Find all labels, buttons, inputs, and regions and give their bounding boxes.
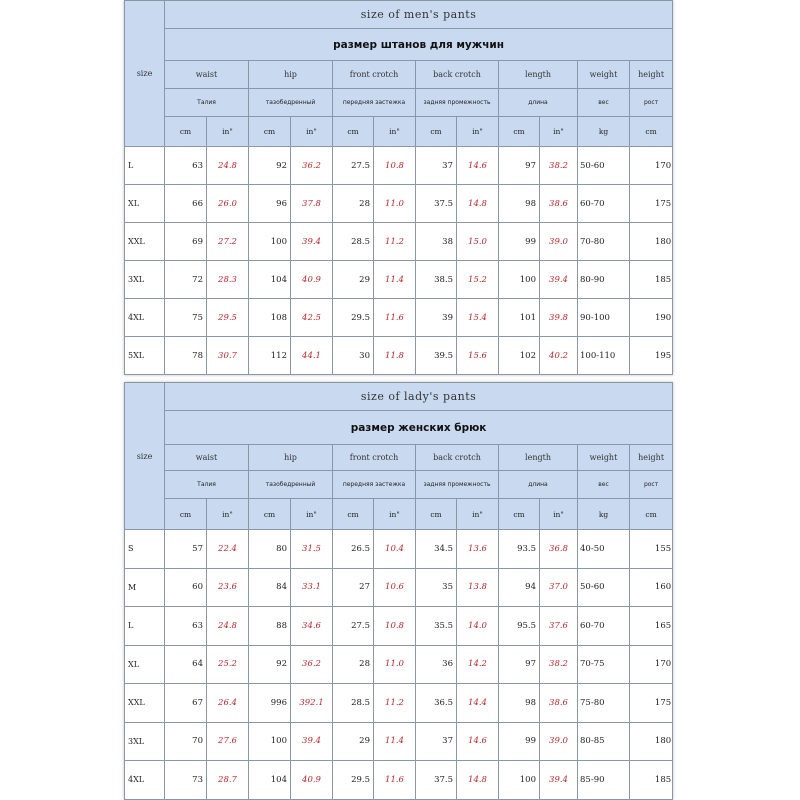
table-row: [125, 684, 673, 723]
height-cell: 185: [630, 261, 673, 299]
waist-cm-cell: 78: [165, 337, 207, 375]
size-cell: 4XL: [125, 761, 165, 800]
hip-cm-cell: 88: [249, 607, 291, 646]
height-cell: 180: [630, 722, 673, 761]
waist-in-cell: 27.2: [207, 223, 249, 261]
waist-cm-cell: 64: [165, 645, 207, 684]
fc-cm-cell: 28.5: [333, 684, 374, 723]
height-cell: 190: [630, 299, 673, 337]
len-in-cell: 38.2: [540, 645, 578, 684]
bc-cm-cell: 38.5: [416, 261, 457, 299]
fc-cm-cell: 27: [333, 568, 374, 607]
table-row: [125, 568, 673, 607]
unit-in: in": [207, 117, 249, 147]
column-header-ru: Талия: [165, 89, 249, 117]
column-header-ru: передняя застежка: [333, 89, 416, 117]
bc-in-cell: 14.0: [457, 607, 499, 646]
height-cell: 160: [630, 568, 673, 607]
mens-size-table: [124, 0, 673, 375]
unit-in: in": [457, 117, 499, 147]
fc-cm-cell: 28: [333, 185, 374, 223]
len-cm-cell: 100: [499, 761, 540, 800]
table-row: [125, 223, 673, 261]
weight-cell: 70-75: [578, 645, 630, 684]
bc-in-cell: 14.8: [457, 761, 499, 800]
len-in-cell: 37.6: [540, 607, 578, 646]
unit-cm: cm: [416, 117, 457, 147]
column-header-ru: рост: [630, 89, 673, 117]
waist-cm-cell: 63: [165, 607, 207, 646]
hip-in-cell: 33.1: [291, 568, 333, 607]
unit-in: in": [374, 499, 416, 530]
fc-in-cell: 11.6: [374, 761, 416, 800]
waist-in-cell: 26.0: [207, 185, 249, 223]
column-header-en: hip: [249, 445, 333, 471]
size-cell: S: [125, 530, 165, 569]
bc-in-cell: 15.6: [457, 337, 499, 375]
hip-in-cell: 42.5: [291, 299, 333, 337]
len-in-cell: 37.0: [540, 568, 578, 607]
table-row: [125, 147, 673, 185]
len-in-cell: 39.0: [540, 722, 578, 761]
waist-in-cell: 24.8: [207, 147, 249, 185]
table-row: [125, 761, 673, 800]
height-cell: 155: [630, 530, 673, 569]
size-cell: 4XL: [125, 299, 165, 337]
table-row: [125, 337, 673, 375]
unit-cm: cm: [249, 117, 291, 147]
hip-cm-cell: 996: [249, 684, 291, 723]
fc-in-cell: 10.4: [374, 530, 416, 569]
bc-in-cell: 14.6: [457, 147, 499, 185]
fc-in-cell: 11.0: [374, 645, 416, 684]
len-cm-cell: 93.5: [499, 530, 540, 569]
column-header-ru: длина: [499, 89, 578, 117]
weight-cell: 80-90: [578, 261, 630, 299]
table-row: [125, 645, 673, 684]
column-header-en: hip: [249, 61, 333, 89]
weight-cell: 75-80: [578, 684, 630, 723]
unit-cm: cm: [416, 499, 457, 530]
bc-in-cell: 15.2: [457, 261, 499, 299]
size-cell: XXL: [125, 223, 165, 261]
fc-in-cell: 11.0: [374, 185, 416, 223]
waist-cm-cell: 66: [165, 185, 207, 223]
waist-cm-cell: 70: [165, 722, 207, 761]
waist-in-cell: 30.7: [207, 337, 249, 375]
column-header-en: length: [499, 61, 578, 89]
size-cell: XL: [125, 645, 165, 684]
hip-cm-cell: 108: [249, 299, 291, 337]
unit-cm: cm: [630, 499, 673, 530]
table-row: [125, 607, 673, 646]
len-cm-cell: 97: [499, 645, 540, 684]
column-header-en: waist: [165, 445, 249, 471]
unit-cm: cm: [499, 499, 540, 530]
size-cell: L: [125, 607, 165, 646]
weight-cell: 100-110: [578, 337, 630, 375]
bc-in-cell: 13.8: [457, 568, 499, 607]
fc-cm-cell: 29.5: [333, 299, 374, 337]
height-cell: 185: [630, 761, 673, 800]
hip-cm-cell: 80: [249, 530, 291, 569]
waist-in-cell: 29.5: [207, 299, 249, 337]
waist-cm-cell: 57: [165, 530, 207, 569]
weight-cell: 50-60: [578, 568, 630, 607]
hip-cm-cell: 96: [249, 185, 291, 223]
fc-cm-cell: 27.5: [333, 147, 374, 185]
height-cell: 170: [630, 645, 673, 684]
fc-cm-cell: 26.5: [333, 530, 374, 569]
size-cell: 5XL: [125, 337, 165, 375]
waist-in-cell: 22.4: [207, 530, 249, 569]
unit-in: in": [540, 499, 578, 530]
unit-cm: cm: [630, 117, 673, 147]
size-cell: XXL: [125, 684, 165, 723]
len-in-cell: 39.4: [540, 261, 578, 299]
unit-in: in": [207, 499, 249, 530]
column-header-ru: вес: [578, 471, 630, 499]
column-header-en: length: [499, 445, 578, 471]
height-cell: 195: [630, 337, 673, 375]
hip-cm-cell: 92: [249, 147, 291, 185]
table-row: [125, 530, 673, 569]
weight-cell: 60-70: [578, 607, 630, 646]
hip-in-cell: 40.9: [291, 261, 333, 299]
hip-cm-cell: 104: [249, 761, 291, 800]
len-cm-cell: 94: [499, 568, 540, 607]
unit-cm: cm: [165, 117, 207, 147]
hip-in-cell: 44.1: [291, 337, 333, 375]
hip-cm-cell: 112: [249, 337, 291, 375]
hip-cm-cell: 100: [249, 223, 291, 261]
size-cell: 3XL: [125, 722, 165, 761]
unit-cm: cm: [249, 499, 291, 530]
len-cm-cell: 99: [499, 722, 540, 761]
unit-cm: cm: [165, 499, 207, 530]
table-row: [125, 722, 673, 761]
fc-in-cell: 11.2: [374, 223, 416, 261]
table-row: [125, 185, 673, 223]
column-header-en: back crotch: [416, 445, 499, 471]
bc-in-cell: 15.0: [457, 223, 499, 261]
bc-cm-cell: 34.5: [416, 530, 457, 569]
fc-cm-cell: 29.5: [333, 761, 374, 800]
waist-cm-cell: 73: [165, 761, 207, 800]
column-header-ru: тазобедренный: [249, 89, 333, 117]
size-cell: 3XL: [125, 261, 165, 299]
waist-cm-cell: 72: [165, 261, 207, 299]
fc-in-cell: 11.2: [374, 684, 416, 723]
hip-in-cell: 37.8: [291, 185, 333, 223]
column-header-en: front crotch: [333, 445, 416, 471]
hip-in-cell: 39.4: [291, 722, 333, 761]
size-header: size: [125, 1, 165, 147]
bc-in-cell: 14.6: [457, 722, 499, 761]
len-cm-cell: 98: [499, 185, 540, 223]
waist-in-cell: 27.6: [207, 722, 249, 761]
len-cm-cell: 100: [499, 261, 540, 299]
fc-in-cell: 11.4: [374, 261, 416, 299]
waist-in-cell: 28.3: [207, 261, 249, 299]
table-title-en: size of lady's pants: [165, 383, 673, 411]
column-header-en: weight: [578, 445, 630, 471]
column-header-en: waist: [165, 61, 249, 89]
len-in-cell: 40.2: [540, 337, 578, 375]
size-cell: M: [125, 568, 165, 607]
bc-in-cell: 14.4: [457, 684, 499, 723]
unit-in: in": [291, 499, 333, 530]
len-cm-cell: 98: [499, 684, 540, 723]
weight-cell: 80-85: [578, 722, 630, 761]
len-in-cell: 38.2: [540, 147, 578, 185]
unit-cm: cm: [499, 117, 540, 147]
size-header: size: [125, 383, 165, 530]
column-header-ru: рост: [630, 471, 673, 499]
len-cm-cell: 102: [499, 337, 540, 375]
column-header-ru: задняя промежность: [416, 471, 499, 499]
bc-cm-cell: 39: [416, 299, 457, 337]
hip-cm-cell: 92: [249, 645, 291, 684]
waist-in-cell: 24.8: [207, 607, 249, 646]
len-in-cell: 38.6: [540, 185, 578, 223]
column-header-en: front crotch: [333, 61, 416, 89]
hip-in-cell: 40.9: [291, 761, 333, 800]
column-header-en: back crotch: [416, 61, 499, 89]
len-in-cell: 39.8: [540, 299, 578, 337]
hip-in-cell: 392.1: [291, 684, 333, 723]
column-header-ru: задняя промежность: [416, 89, 499, 117]
hip-in-cell: 31.5: [291, 530, 333, 569]
len-in-cell: 39.0: [540, 223, 578, 261]
unit-kg: kg: [578, 117, 630, 147]
len-in-cell: 36.8: [540, 530, 578, 569]
fc-in-cell: 10.8: [374, 147, 416, 185]
size-cell: XL: [125, 185, 165, 223]
table-title-ru: размер штанов для мужчин: [165, 29, 673, 61]
column-header-ru: вес: [578, 89, 630, 117]
waist-cm-cell: 60: [165, 568, 207, 607]
bc-cm-cell: 37.5: [416, 185, 457, 223]
bc-cm-cell: 35: [416, 568, 457, 607]
unit-cm: cm: [333, 499, 374, 530]
unit-in: in": [457, 499, 499, 530]
unit-in: in": [374, 117, 416, 147]
hip-in-cell: 39.4: [291, 223, 333, 261]
bc-in-cell: 15.4: [457, 299, 499, 337]
weight-cell: 60-70: [578, 185, 630, 223]
fc-in-cell: 10.6: [374, 568, 416, 607]
bc-cm-cell: 39.5: [416, 337, 457, 375]
unit-kg: kg: [578, 499, 630, 530]
column-header-ru: передняя застежка: [333, 471, 416, 499]
waist-in-cell: 25.2: [207, 645, 249, 684]
len-cm-cell: 99: [499, 223, 540, 261]
hip-in-cell: 34.6: [291, 607, 333, 646]
weight-cell: 70-80: [578, 223, 630, 261]
height-cell: 180: [630, 223, 673, 261]
height-cell: 170: [630, 147, 673, 185]
bc-in-cell: 14.2: [457, 645, 499, 684]
height-cell: 165: [630, 607, 673, 646]
bc-cm-cell: 37: [416, 147, 457, 185]
hip-in-cell: 36.2: [291, 645, 333, 684]
weight-cell: 90-100: [578, 299, 630, 337]
fc-in-cell: 11.4: [374, 722, 416, 761]
waist-in-cell: 28.7: [207, 761, 249, 800]
womens-size-table: [124, 382, 673, 800]
waist-cm-cell: 75: [165, 299, 207, 337]
fc-cm-cell: 28: [333, 645, 374, 684]
weight-cell: 40-50: [578, 530, 630, 569]
len-cm-cell: 95.5: [499, 607, 540, 646]
table-title-ru: размер женских брюк: [165, 411, 673, 445]
len-in-cell: 38.6: [540, 684, 578, 723]
hip-cm-cell: 84: [249, 568, 291, 607]
waist-in-cell: 23.6: [207, 568, 249, 607]
fc-in-cell: 11.8: [374, 337, 416, 375]
bc-cm-cell: 36.5: [416, 684, 457, 723]
waist-cm-cell: 67: [165, 684, 207, 723]
bc-in-cell: 14.8: [457, 185, 499, 223]
bc-cm-cell: 35.5: [416, 607, 457, 646]
column-header-en: weight: [578, 61, 630, 89]
waist-in-cell: 26.4: [207, 684, 249, 723]
column-header-en: height: [630, 445, 673, 471]
column-header-ru: длина: [499, 471, 578, 499]
hip-cm-cell: 104: [249, 261, 291, 299]
bc-in-cell: 13.6: [457, 530, 499, 569]
height-cell: 175: [630, 684, 673, 723]
len-cm-cell: 97: [499, 147, 540, 185]
fc-in-cell: 11.6: [374, 299, 416, 337]
table-row: [125, 299, 673, 337]
fc-cm-cell: 27.5: [333, 607, 374, 646]
weight-cell: 50-60: [578, 147, 630, 185]
bc-cm-cell: 36: [416, 645, 457, 684]
size-cell: L: [125, 147, 165, 185]
unit-cm: cm: [333, 117, 374, 147]
column-header-en: height: [630, 61, 673, 89]
height-cell: 175: [630, 185, 673, 223]
column-header-ru: Талия: [165, 471, 249, 499]
fc-cm-cell: 28.5: [333, 223, 374, 261]
fc-cm-cell: 29: [333, 722, 374, 761]
bc-cm-cell: 38: [416, 223, 457, 261]
len-in-cell: 39.4: [540, 761, 578, 800]
hip-in-cell: 36.2: [291, 147, 333, 185]
table-row: [125, 261, 673, 299]
fc-cm-cell: 29: [333, 261, 374, 299]
hip-cm-cell: 100: [249, 722, 291, 761]
bc-cm-cell: 37.5: [416, 761, 457, 800]
waist-cm-cell: 69: [165, 223, 207, 261]
table-title-en: size of men's pants: [165, 1, 673, 29]
bc-cm-cell: 37: [416, 722, 457, 761]
unit-in: in": [291, 117, 333, 147]
waist-cm-cell: 63: [165, 147, 207, 185]
len-cm-cell: 101: [499, 299, 540, 337]
column-header-ru: тазобедренный: [249, 471, 333, 499]
unit-in: in": [540, 117, 578, 147]
weight-cell: 85-90: [578, 761, 630, 800]
fc-cm-cell: 30: [333, 337, 374, 375]
fc-in-cell: 10.8: [374, 607, 416, 646]
